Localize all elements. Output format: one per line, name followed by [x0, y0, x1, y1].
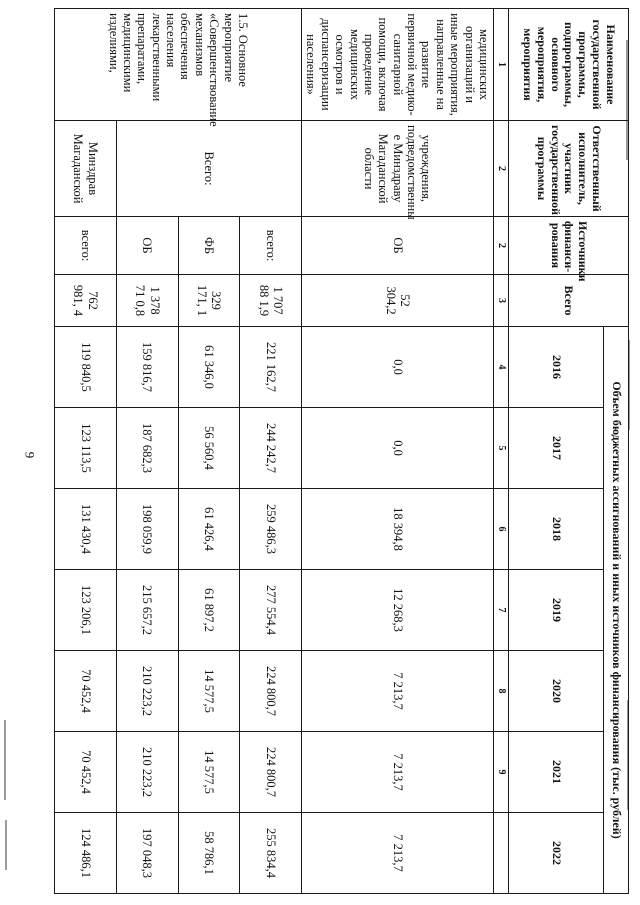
- row-value: 224 800,7: [240, 732, 302, 813]
- row-name: медицинских организаций и иные мероприятия, направленные на развитие первичной медико-санитарной помощи, включая проведение медицинских осмотров и диспансеризации населения»: [302, 9, 494, 121]
- row-value: 0,0: [302, 408, 494, 489]
- table-row: [302, 9, 494, 894]
- column-number: 1: [494, 9, 509, 121]
- header-year: 2017: [509, 408, 604, 489]
- row-value: 123 206,1: [55, 570, 117, 651]
- column-number: 4: [494, 327, 509, 408]
- row-total: 762 981, 4: [55, 275, 117, 327]
- row-value: 56 560,4: [178, 408, 240, 489]
- header-year: 2018: [509, 489, 604, 570]
- rotated-table-container: [54, 8, 629, 893]
- row-value: 198 059,9: [116, 489, 178, 570]
- row-value: 70 452,4: [55, 651, 117, 732]
- row-value: 61 346,0: [178, 327, 240, 408]
- row-value: 159 816,7: [116, 327, 178, 408]
- scan-artifact: [5, 820, 7, 870]
- column-number: 2: [494, 217, 509, 275]
- row-value: 7 213,7: [302, 651, 494, 732]
- header-source: Источники финанси-рования: [509, 217, 629, 275]
- row-total: 1 378 71 0,8: [116, 275, 178, 327]
- header-executor: Ответственный исполнитель, участник государственной программы: [509, 121, 629, 217]
- row-source: всего:: [240, 217, 302, 275]
- row-source: ОБ: [116, 217, 178, 275]
- row-source: всего:: [55, 217, 117, 275]
- executor-minzdrav: Минздрав Магаданской: [55, 121, 117, 217]
- column-number: 6: [494, 489, 509, 570]
- row-value: 119 840,5: [55, 327, 117, 408]
- header-year: 2016: [509, 327, 604, 408]
- row-total: 52 304,2: [302, 275, 494, 327]
- column-number: 8: [494, 651, 509, 732]
- row-value: 123 113,5: [55, 408, 117, 489]
- row-executor: учреждения, подведомственны е Минздраву Магаданской области: [302, 121, 494, 217]
- column-number: 3: [494, 275, 509, 327]
- row-value: 61 897,2: [178, 570, 240, 651]
- row-value: 131 430,4: [55, 489, 117, 570]
- row-value: 187 682,3: [116, 408, 178, 489]
- row-value: 124 486,1: [55, 813, 117, 894]
- funding-table: [54, 8, 629, 894]
- row-value: 58 786,1: [178, 813, 240, 894]
- row-value: 14 577,5: [178, 651, 240, 732]
- row-value: 70 452,4: [55, 732, 117, 813]
- row-value: 0,0: [302, 327, 494, 408]
- row-value: 221 162,7: [240, 327, 302, 408]
- row-value: 197 048,3: [116, 813, 178, 894]
- row-source: ОБ: [302, 217, 494, 275]
- row-value: 210 223,2: [116, 732, 178, 813]
- row-value: 210 223,2: [116, 651, 178, 732]
- row-value: 18 394,8: [302, 489, 494, 570]
- column-number: 9: [494, 732, 509, 813]
- row-value: 61 426,4: [178, 489, 240, 570]
- header-year: 2020: [509, 651, 604, 732]
- row-value: 12 268,3: [302, 570, 494, 651]
- header-year: 2021: [509, 732, 604, 813]
- column-number: 5: [494, 408, 509, 489]
- row-value: 224 800,7: [240, 651, 302, 732]
- row-value: 215 657,2: [116, 570, 178, 651]
- row-total: 1 707 88 1,9: [240, 275, 302, 327]
- header-year: 2019: [509, 570, 604, 651]
- row-value: 259 486,3: [240, 489, 302, 570]
- header-total: Всего: [509, 275, 629, 327]
- row-value: 244 242,7: [240, 408, 302, 489]
- row-value: 255 834,4: [240, 813, 302, 894]
- row-total: 329 171, 1: [178, 275, 240, 327]
- row-source: ФБ: [178, 217, 240, 275]
- column-number-row: [494, 9, 509, 894]
- row-value: 14 577,5: [178, 732, 240, 813]
- row-value: 277 554,4: [240, 570, 302, 651]
- row-value: 7 213,7: [302, 732, 494, 813]
- document-sheet: [54, 8, 629, 893]
- scan-artifact: [4, 720, 6, 800]
- header-name: Наименование государственной программы, подпрограммы, основного мероприятия, мероприятия: [509, 9, 629, 121]
- table-row: [55, 9, 117, 894]
- page-number: 9: [22, 451, 38, 459]
- header-funding-group: Объем бюджетных ассигнований и иных источников финансирования (тыс. рублей): [604, 327, 629, 894]
- measure-name: 1.5. Основное мероприятие «Совершенствование механизмов обеспечения населения лекарственными препаратами, медицинскими изделиями,: [55, 9, 302, 121]
- table-row: [240, 9, 302, 894]
- column-number: [494, 813, 509, 894]
- column-number: 2: [494, 121, 509, 217]
- header-year: 2022: [509, 813, 604, 894]
- executor-all: Всего:: [116, 121, 301, 217]
- row-value: 7 213,7: [302, 813, 494, 894]
- column-number: 7: [494, 570, 509, 651]
